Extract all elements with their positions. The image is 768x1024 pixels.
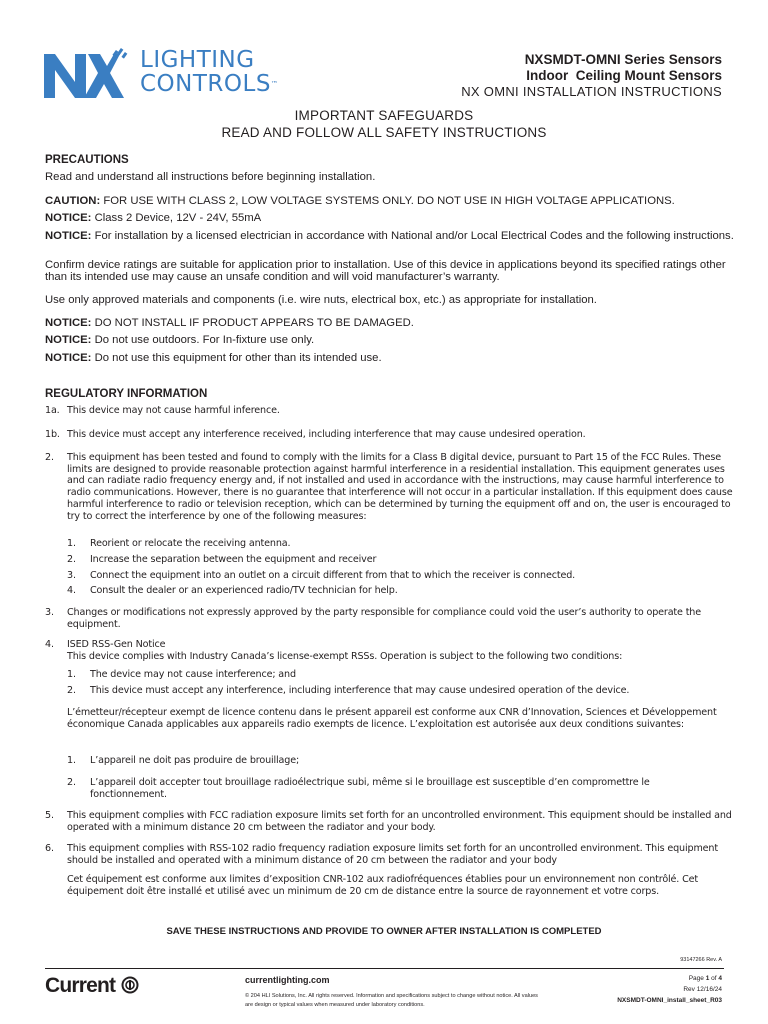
precautions-intro: Read and understand all instructions before beginning installation. (45, 171, 376, 183)
document-rev-code: 93147266 Rev. A (680, 957, 722, 963)
page-current: 1 (705, 975, 710, 982)
caution-line (45, 196, 735, 208)
page-info (617, 973, 722, 1006)
page-prefix: Page (688, 975, 706, 982)
copyright-notice: © 204 HLI Solutions, Inc. All rights reserved. Information and specifications subject to change without notice. All values are design or typical values when measured under laboratory conditions. (245, 993, 538, 1008)
sub-number: 2. (67, 685, 76, 696)
notice-label: NOTICE: (45, 352, 92, 364)
notice-2-text: For installation by a licensed electrician in accordance with National and/or Local Electrical Codes and the following instructions. (91, 230, 734, 242)
safeguard-titles (0, 108, 768, 141)
sub-number: 1. (67, 538, 76, 549)
nx-logo-icon (44, 46, 128, 100)
brand-line2: CONTROLS™ (140, 71, 279, 97)
notice-2 (45, 231, 735, 243)
item-text: Changes or modifications not expressly approved by the party responsible for compliance could void the user’s authority to operate the equipment. (67, 607, 701, 630)
sub-number: 4. (67, 585, 76, 596)
item-text: This equipment complies with FCC radiation exposure limits set forth for an uncontrolled environment. This equipment should be installed and operated with a minimum distance 20 cm between the radiator and your body. (67, 810, 732, 833)
item-number: 1b. (45, 429, 60, 440)
notice-label: NOTICE: (45, 212, 92, 224)
caution-label: CAUTION: (45, 195, 101, 207)
sub-text: This device must accept any interference, including interference that may cause undesired operation of the device. (90, 685, 630, 696)
company-name: Current (45, 974, 116, 997)
item-text: This equipment has been tested and found to comply with the limits for a Class B digital device, pursuant to Part 15 of the FCC Rules. These limits are designed to provide reasonable protection against harmful interference in a residential installation. This equipment generates uses and can radiate radio frequency energy and, if not installed and used in accordance with the instructions, may cause harmful interference to radio communications. However, there is no guarantee that interference will not occur in a particular installation. If this equipment does cause harmful interference to radio or television reception, which can be determined by turning the equipment off and on, the user is encouraged to try to correct the interference by one of the following measures: (67, 452, 733, 522)
item-title: ISED RSS-Gen Notice (67, 639, 166, 650)
item-number: 3. (45, 607, 54, 618)
sub-text: Reorient or relocate the receiving antenna. (90, 538, 291, 549)
approved-materials: Use only approved materials and components (i.e. wire nuts, electrical box, etc.) as appropriate for installation. (45, 294, 597, 306)
reg-item-1a (45, 405, 725, 417)
nx-lighting-controls-logo (44, 44, 294, 100)
notice-1 (45, 213, 735, 225)
sub-text: Connect the equipment into an outlet on a circuit different from that to which the receiver is connected. (90, 570, 576, 581)
sub-number: 2. (67, 554, 76, 565)
reg-6-french (45, 874, 725, 910)
current-logo-icon (121, 976, 139, 994)
product-series: NXSMDT-OMNI Series Sensors (524, 52, 722, 67)
website-link[interactable]: currentlighting.com (245, 975, 330, 985)
title-line2: READ AND FOLLOW ALL SAFETY INSTRUCTIONS (221, 124, 547, 140)
notice-5 (45, 353, 735, 365)
notice-5-text: Do not use this equipment for other than its intended use. (91, 352, 382, 364)
title-line1: IMPORTANT SAFEGUARDS (294, 108, 474, 123)
notice-4 (45, 335, 735, 347)
brand-line1: LIGHTING (140, 47, 255, 73)
item-number: 5. (45, 810, 54, 821)
sub-text: The device may not cause interference; and (90, 669, 296, 680)
page-total: 4 (718, 975, 722, 982)
file-name: NXSMDT-OMNI_install_sheet_R03 (617, 997, 722, 1004)
precautions-heading: PRECAUTIONS (45, 154, 129, 166)
item-number: 1a. (45, 405, 60, 416)
notice-1-text: Class 2 Device, 12V - 24V, 55mA (91, 212, 262, 224)
sub-text: Consult the dealer or an experienced radio/TV technician for help. (90, 585, 398, 596)
notice-label: NOTICE: (45, 317, 92, 329)
sub-text: Increase the separation between the equipment and receiver (90, 554, 377, 565)
sub-number: 3. (67, 570, 76, 581)
notice-3 (45, 318, 735, 330)
caution-text: FOR USE WITH CLASS 2, LOW VOLTAGE SYSTEMS ONLY. DO NOT USE IN HIGH VOLTAGE APPLICATIONS. (100, 195, 675, 207)
item-text: This device may not cause harmful inference. (67, 405, 280, 416)
notice-label: NOTICE: (45, 230, 92, 242)
reg-item-6 (45, 843, 725, 867)
brand-wordmark (140, 48, 278, 96)
item-number: 6. (45, 843, 54, 854)
notice-4-text: Do not use outdoors. For In-fixture use only. (91, 334, 315, 346)
save-instructions-notice: SAVE THESE INSTRUCTIONS AND PROVIDE TO OWNER AFTER INSTALLATION IS COMPLETED (166, 926, 602, 937)
item-text: This device must accept any interference received, including interference that may cause undesired operation. (67, 429, 586, 440)
product-type: Indoor Ceiling Mount Sensors (526, 68, 722, 83)
item-number: 2. (45, 452, 54, 463)
page-number (617, 973, 722, 984)
regulatory-heading: REGULATORY INFORMATION (45, 388, 208, 400)
sub-number: 1. (67, 669, 76, 680)
sub-text: L’appareil doit accepter tout brouillage radioélectrique subi, même si le brouillage est susceptible d’en compromettre le fonctionnement. (90, 777, 650, 800)
reg-item-1b (45, 429, 725, 441)
notice-3-text: DO NOT INSTALL IF PRODUCT APPEARS TO BE DAMAGED. (91, 317, 414, 329)
item-number: 4. (45, 639, 54, 650)
reg-item-2 (45, 452, 733, 536)
header-product-info (392, 52, 722, 100)
item-text: This equipment complies with RSS-102 radio frequency radiation exposure limits set forth for an uncontrolled environment. This equipment should be installed and operated with a minimum distance of 20 cm between the radiator and your body (67, 843, 718, 866)
sub-number: 2. (67, 777, 76, 788)
doc-type: NX OMNI INSTALLATION INSTRUCTIONS (461, 84, 722, 99)
french-notice: Cet équipement est conforme aux limites d’exposition CNR-102 aux radiofréquences établies pour un environnement non contrôlé. Cet équipement doit être installé et utilisé avec un minimum de 20 cm de distance entre la source de rayonnement et votre corps. (67, 874, 699, 897)
sub-number: 1. (67, 755, 76, 766)
footer-divider (45, 968, 724, 969)
reg-item-5 (45, 810, 732, 834)
revision-date: Rev 12/16/24 (683, 986, 722, 993)
sub-text: L’appareil ne doit pas produire de brouillage; (90, 755, 300, 766)
confirm-ratings: Confirm device ratings are suitable for application prior to installation. Use of this device in applications beyond its specified ratings other than its intended use may cause an unsafe condition and will void manufacturer’s warranty. (45, 259, 726, 283)
french-notice: L’émetteur/récepteur exempt de licence contenu dans le présent appareil est conforme aux CNR d’Innovation, Sciences et Développement économique Canada applicables aux appareils radio exempts de licence. L’exploitation est autorisée aux deux conditions suivantes: (67, 707, 717, 730)
current-logo (45, 974, 139, 998)
reg-item-4 (45, 639, 725, 663)
item-text: This device complies with Industry Canada’s license-exempt RSSs. Operation is subject to the following two conditions: (67, 651, 623, 662)
reg-4-french (45, 707, 725, 743)
page-of: of (709, 975, 719, 982)
notice-label: NOTICE: (45, 334, 92, 346)
reg-item-3 (45, 607, 725, 631)
